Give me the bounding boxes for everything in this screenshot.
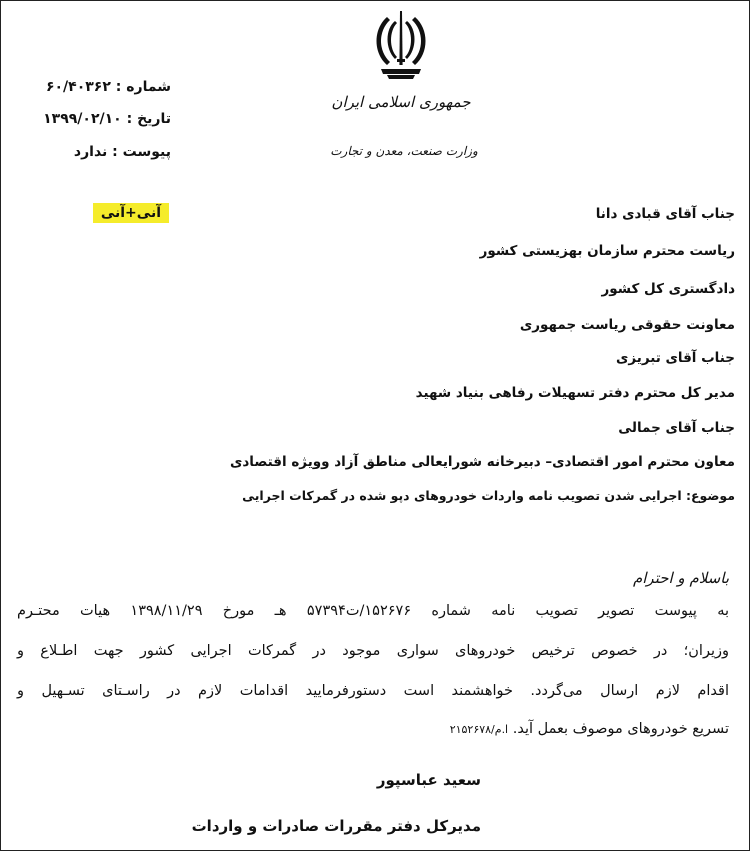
body-line xyxy=(450,721,729,737)
letter-number: شماره : ۶۰/۴۰۳۶۲ xyxy=(45,79,171,95)
greeting: باسلام و احترام xyxy=(632,569,729,587)
reference-number: ا.م/۲۱۵۲۶۷۸ xyxy=(449,723,509,736)
recipient-line: معاونت حقوقی ریاست جمهوری xyxy=(519,317,735,333)
urgency-badge: آنی+آنی xyxy=(93,203,169,223)
recipient-line: معاون محترم امور اقتصادی– دبیرخانه شورایعالی مناطق آزاد وویژه اقتصادی xyxy=(229,454,735,470)
recipient-line: ریاست محترم سازمان بهزیستی کشور xyxy=(479,243,735,259)
body-line: به پیوست تصویر تصویب نامه شماره ۱۵۲۶۷۶/ت۵۷۳۹۴ هـ مورخ ۱۳۹۸/۱۱/۲۹ هیات محتـرم xyxy=(17,603,730,619)
country-name: جمهوری اسلامی ایران xyxy=(331,93,471,111)
recipient-line: جناب آقای تبریزی xyxy=(615,350,735,366)
recipient-line: جناب آقای قبادی دانا xyxy=(595,206,735,222)
signatory-title: مدیرکل دفتر مقررات صادرات و واردات xyxy=(191,817,481,835)
signatory-name: سعید عباسپور xyxy=(376,771,481,789)
ministry-name: وزارت صنعت، معدن و تجارت xyxy=(330,144,478,158)
recipient-line: مدیر کل محترم دفتر تسهیلات رفاهی بنیاد شهید xyxy=(415,385,735,401)
letter-subject: موضوع: اجرایی شدن تصویب نامه واردات خودروهای دپو شده در گمرکات اجرایی xyxy=(242,488,735,503)
letter-date: تاریخ : ۱۳۹۹/۰۲/۱۰ xyxy=(43,111,171,127)
recipient-line: جناب آقای جمالی xyxy=(618,420,735,436)
letter-attachment: پیوست : ندارد xyxy=(73,144,171,160)
body-line: وزیران؛ در خصوص ترخیص خودروهای سواری موجود در گمرکات اجرایی کشور جهت اطـلاع و xyxy=(17,643,729,659)
body-line: اقدام لازم ارسال می‌گردد. خواهشمند است دستورفرمایید اقدامات لازم در راسـتای تسـهیل و xyxy=(17,683,729,699)
recipient-line: دادگستری کل کشور xyxy=(601,281,735,297)
iran-emblem-icon xyxy=(373,9,429,87)
body-last-text: تسریع خودروهای موصوف بعمل آید. xyxy=(512,721,729,737)
